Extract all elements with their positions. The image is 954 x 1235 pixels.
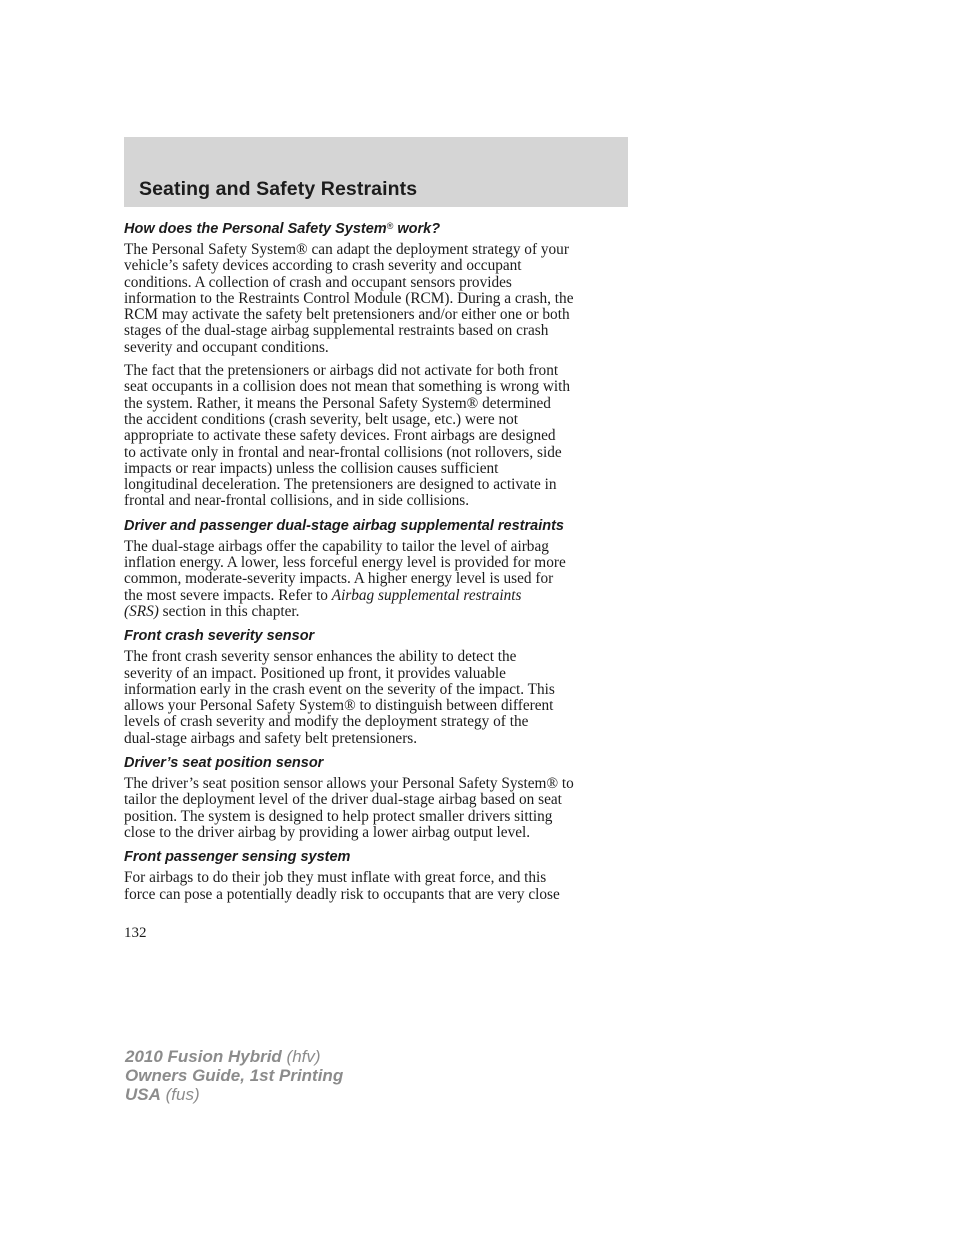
section-heading-personal-safety-system: How does the Personal Safety System® work? [124,221,441,237]
paragraph: The driver’s seat position sensor allows your Personal Safety System® to tailor the deployment level of the driver dual-stage airbag based on seat position. The system is designed to help protect smaller drivers sitting close to the driver airbag by providing a lower airbag output level. [124,775,574,841]
paragraph: The Personal Safety System® can adapt the deployment strategy of your vehicle’s safety devices according to crash severity and occupant conditions. A collection of crash and occupant sensors provides information to the Restraints Control Module (RCM). During a crash, the RCM may activate the safety belt pretensioners and/or either one or both stages of the dual-stage airbag supplemental restraints based on crash severity and occupant conditions. [124,241,574,356]
paragraph: The fact that the pretensioners or airbags did not activate for both front seat occupants in a collision does not mean that something is wrong with the system. Rather, it means the Personal Safety System® determined the accident conditions (crash severity, belt usage, etc.) were not appropriate to activate these safety devices. Front airbags are designed to activate only in frontal and near-frontal collisions (not rollovers, side impacts or rear impacts) unless the collision causes sufficient longitudinal deceleration. The pretensioners are designed to activate in frontal and near-frontal collisions, and in side collisions. [124,362,571,510]
section-heading-front-passenger-sensing-system: Front passenger sensing system [124,849,351,866]
section-heading-dual-stage-airbag: Driver and passenger dual-stage airbag supplemental restraints [124,517,564,534]
paragraph: The front crash severity sensor enhances the ability to detect the severity of an impact. Positioned up front, it provides valuable information early in the crash event on the severity of the impact. This allows your Personal Safety System® to distinguish between different levels of crash severity and modify the deployment strategy of the dual-stage airbags and safety belt pretensioners. [124,648,555,747]
page-content [124,220,630,910]
section-header-band [124,137,628,207]
document-footer: 2010 Fusion Hybrid (hfv) Owners Guide, 1st Printing USA (fus) [125,1047,344,1104]
page-number: 132 [124,925,147,941]
paragraph: For airbags to do their job they must inflate with great force, and this force can pose a potentially deadly risk to occupants that are very close [124,869,560,903]
page-title: Seating and Safety Restraints [139,178,418,200]
section-heading-front-crash-severity-sensor: Front crash severity sensor [124,628,315,645]
paragraph: The dual-stage airbags offer the capability to tailor the level of airbag inflation energy. A lower, less forceful energy level is provided for more common, moderate-severity impacts. A higher energy level is used for the most severe impacts. Refer to Airbag supplemental restraints (SRS) section in this chapter. [124,537,566,620]
section-heading-drivers-seat-position-sensor: Driver’s seat position sensor [124,755,324,772]
cross-reference: Airbag supplemental restraints (SRS) [124,586,522,620]
